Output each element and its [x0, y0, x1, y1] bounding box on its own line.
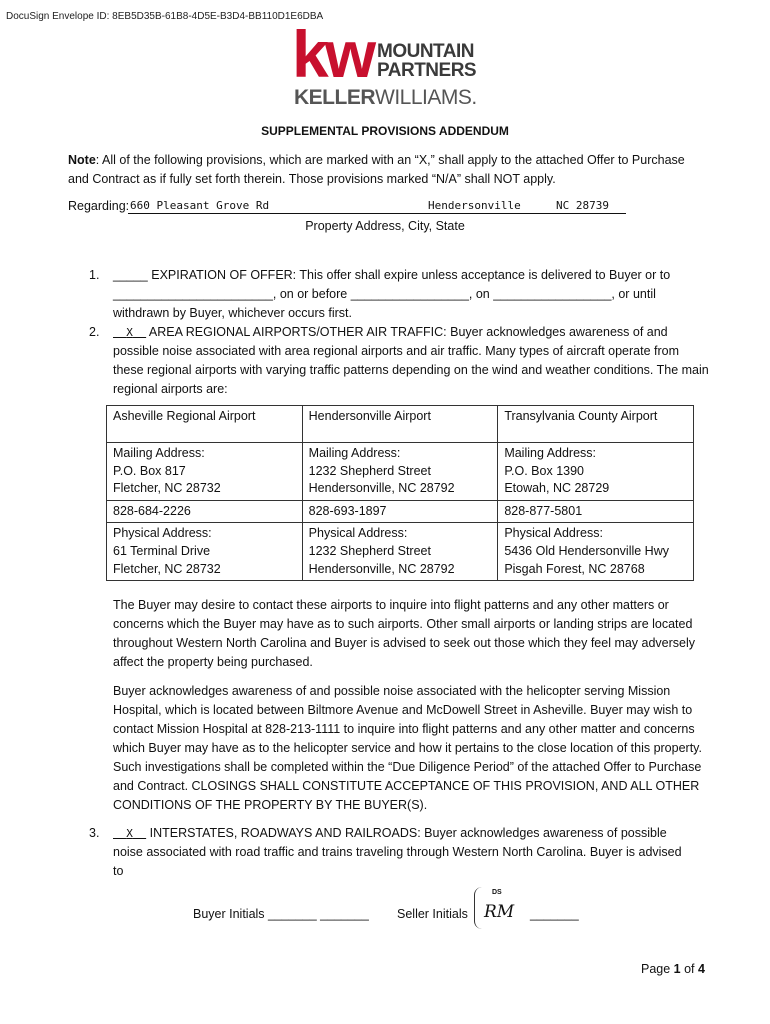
physical-label: Physical Address:: [308, 526, 408, 541]
page-number: [641, 962, 705, 976]
item-3-mark[interactable]: [113, 827, 146, 840]
item-1-line1: EXPIRATION OF OFFER: This offer shall expire unless acceptance is delivered to Buyer or to: [147, 268, 671, 282]
item-2-mark-x: X: [126, 326, 133, 339]
mailing-label: Mailing Address:: [504, 446, 597, 460]
phone-cell: 828-877-5801: [498, 500, 694, 523]
mailing-line: Fletcher, NC 28732: [113, 481, 221, 496]
note-text: : All of the following provisions, which are marked with an “X,” shall apply to the attached Offer to Purchase and Contract as if fully set forth therein. Those provisions marked “N/A” shall NOT apply.: [68, 153, 685, 186]
logo-mountain-partners: [377, 42, 476, 80]
logo-keller-williams: [294, 86, 477, 110]
physical-label: Physical Address:: [113, 526, 212, 541]
physical-address-cell: [498, 523, 694, 581]
regarding-label: Regarding:: [68, 199, 130, 213]
page-current: 1: [673, 962, 681, 976]
physical-line: 5436 Old Hendersonville Hwy: [504, 543, 669, 558]
physical-address-cell: [107, 523, 303, 581]
item-1-expiration: [113, 266, 713, 323]
item-2-number: 2.: [89, 325, 100, 339]
seller-initials-blank[interactable]: _______: [530, 907, 579, 921]
physical-line: Hendersonville, NC 28792: [308, 561, 455, 576]
note-label: Note: [68, 153, 96, 167]
property-state-zip: NC 28739: [556, 199, 609, 212]
logo-line-mountain: MOUNTAIN: [377, 41, 474, 62]
mailing-line: P.O. Box 1390: [504, 463, 584, 478]
page-of: of: [680, 962, 698, 976]
property-address-field[interactable]: [128, 199, 626, 214]
mailing-address-cell: [498, 443, 694, 501]
property-street: 660 Pleasant Grove Rd: [130, 199, 270, 212]
buyer-contact-paragraph: The Buyer may desire to contact these airports to inquire into flight patterns and any other matters or concerns which the Buyer may have as to such airports. Other small airports or landing strips are located throughout Western North Carolina and Buyer is advised to seek out those which they feel may adversely affect the property being purchased.: [113, 598, 696, 669]
ds-label: DS: [492, 889, 502, 896]
item-3-number: 3.: [89, 826, 100, 840]
physical-line: Fletcher, NC 28732: [113, 561, 221, 576]
physical-address-cell: [302, 523, 498, 581]
mailing-line: P.O. Box 817: [113, 463, 186, 478]
item-1-number: 1.: [89, 268, 100, 282]
item-3-interstates: [113, 824, 683, 881]
helicopter-paragraph: Buyer acknowledges awareness of and possible noise associated with the helicopter serving Mission Hospital, which is located between Biltmore Avenue and McDowell Street in Asheville. Buyer may wish to contact Mission Hospital at 828-213-1111 to inquire into flight patterns and any other matter and concerns which Buyer may have as to the helicopter service and how it pertains to the close location of this property. Such investigations shall be completed within the “Due Diligence Period” of the attached Offer to Purchase and Contract. CLOSINGS SHALL CONSTITUTE ACCEPTANCE OF THIS PROVISION, AND ALL OTHER CONDITIONS OF THE PROPERTY BY THE BUYER(S).: [113, 684, 702, 812]
physical-label: Physical Address:: [504, 526, 603, 541]
logo-williams: WILLIAMS.: [375, 86, 477, 109]
kw-logo-mark: kw: [292, 17, 373, 91]
seller-initials-signature[interactable]: RM: [484, 902, 515, 922]
item-2-airports: [113, 323, 713, 399]
table-row: [107, 500, 694, 523]
item-3-mark-x: X: [126, 827, 133, 840]
mailing-address-cell: [107, 443, 303, 501]
item-1-line2: _______________________, on or before _________________, on _________________, or until: [113, 287, 656, 301]
airports-table: [106, 405, 694, 581]
physical-line: Pisgah Forest, NC 28768: [504, 561, 645, 576]
seller-initials-label: Seller Initials: [397, 907, 468, 921]
note-paragraph: [68, 151, 708, 189]
page-total: 4: [698, 962, 705, 976]
property-address-caption: Property Address, City, State: [305, 219, 465, 233]
airport-name: Asheville Regional Airport: [107, 406, 303, 443]
item-1-mark[interactable]: _____: [113, 268, 148, 282]
physical-line: 1232 Shepherd Street: [308, 543, 431, 558]
airport-name: Transylvania County Airport: [498, 406, 694, 443]
docusign-envelope-id: DocuSign Envelope ID: 8EB5D35B-61B8-4D5E-B3D4-BB110D1E6DBA: [6, 11, 324, 22]
mailing-line: Etowah, NC 28729: [504, 481, 610, 496]
item-3-text: INTERSTATES, ROADWAYS AND RAILROADS: Buyer acknowledges awareness of possible noise associated with road traffic and trains traveling through Western North Carolina. Buyer is advised to: [113, 826, 682, 878]
item-2-mark[interactable]: [113, 326, 146, 339]
keller-williams-logo: [292, 17, 482, 112]
logo-keller: KELLER: [294, 86, 375, 109]
property-city: Hendersonville: [428, 199, 521, 212]
document-title: SUPPLEMENTAL PROVISIONS ADDENDUM: [261, 124, 509, 138]
item-2-text: AREA REGIONAL AIRPORTS/OTHER AIR TRAFFIC: Buyer acknowledges awareness of and possible noise associated with area regional airports and air traffic. Many types of aircraft operate from these regional airports with varying traffic patterns depending on the wind and weather conditions. The main regional airports are:: [113, 325, 709, 396]
buyer-initials[interactable]: Buyer Initials _______ _______: [193, 907, 369, 921]
mailing-line: Hendersonville, NC 28792: [308, 481, 455, 496]
item-1-line3: withdrawn by Buyer, whichever occurs first.: [113, 306, 352, 320]
table-row: [107, 523, 694, 581]
table-row: [107, 443, 694, 501]
phone-cell: 828-693-1897: [302, 500, 498, 523]
phone-cell: 828-684-2226: [107, 500, 303, 523]
mailing-label: Mailing Address:: [113, 446, 205, 460]
mailing-label: Mailing Address:: [308, 446, 401, 460]
mailing-line: 1232 Shepherd Street: [308, 463, 431, 478]
logo-line-partners: PARTNERS: [377, 60, 477, 81]
mailing-address-cell: [302, 443, 498, 501]
airport-name: Hendersonville Airport: [302, 406, 498, 443]
physical-line: 61 Terminal Drive: [113, 543, 211, 558]
table-row: [107, 406, 694, 443]
page-prefix: Page: [641, 962, 674, 976]
